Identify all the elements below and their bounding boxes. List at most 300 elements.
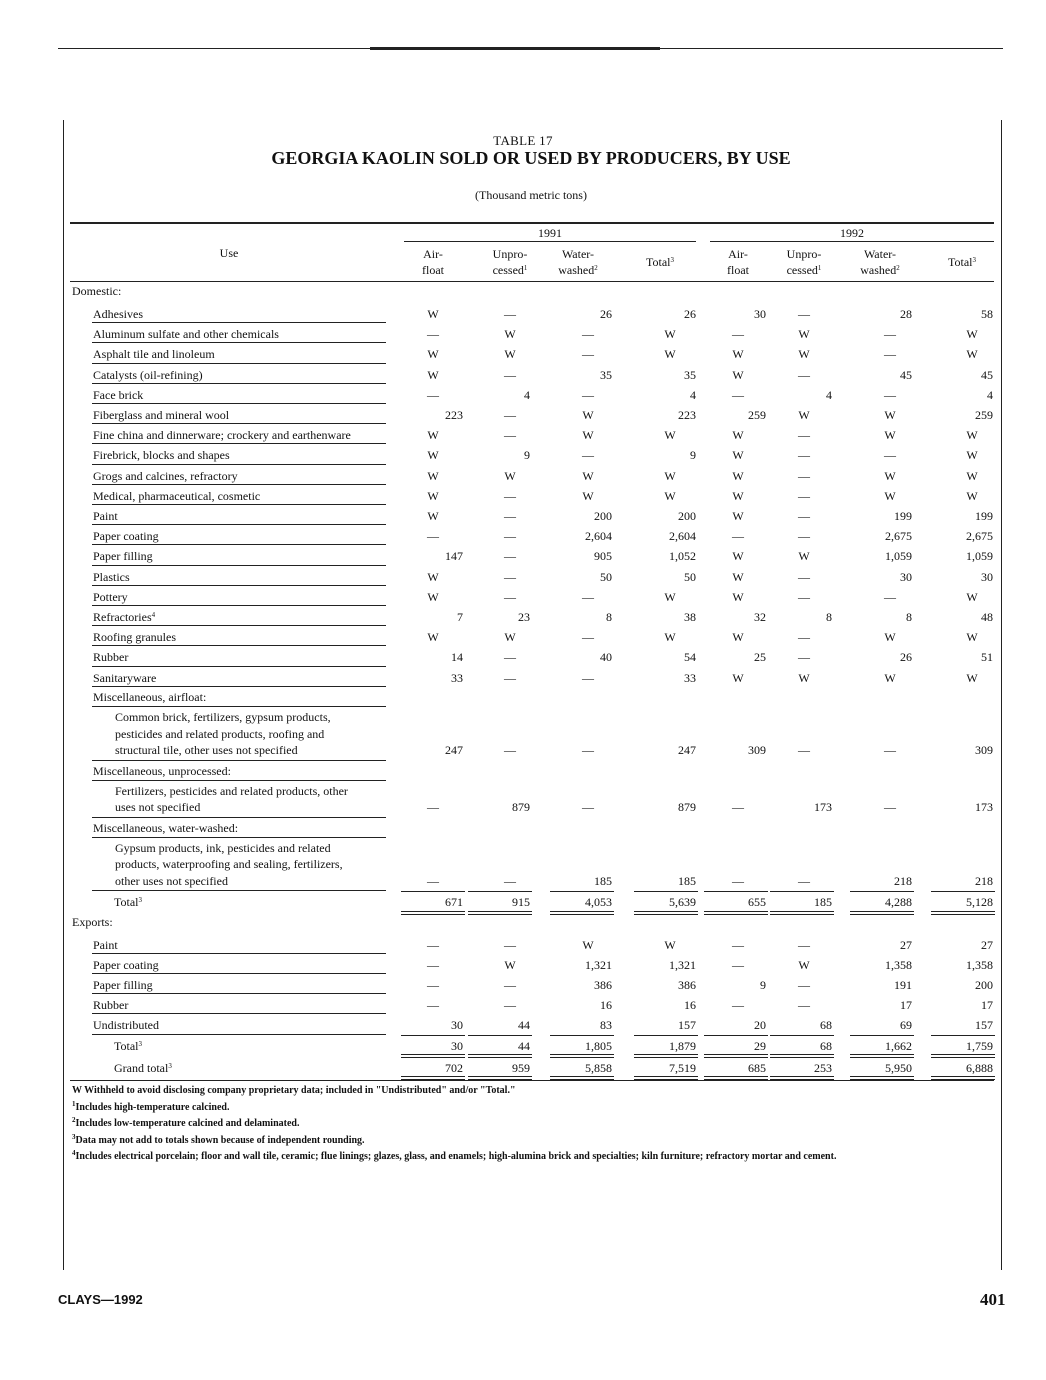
row-label-line: Common brick, fertilizers, gypsum products, [115,710,331,724]
data-cell: — [732,998,744,1013]
data-cell: 32 [754,610,766,624]
year-1992-label: 1992 [840,226,864,240]
data-cell: 4,288 [885,895,912,910]
total-rule [550,1035,614,1036]
header-top-rule [70,222,994,224]
data-cell: — [504,743,516,757]
data-cell: — [798,743,810,757]
data-cell: 30 [754,307,766,321]
row-rule [92,484,386,485]
data-cell: 2,675 [966,529,993,544]
row-label [93,671,156,685]
data-cell: — [884,327,896,342]
row-label-text: Paper coating [93,957,159,972]
data-cell: W [664,937,676,952]
row-label-text: Total [114,895,139,910]
row-label-text: Sanitaryware [93,670,157,685]
data-cell: W [427,569,439,584]
row-rule [92,423,386,424]
row-label-line: pesticides and related products, roofing and [115,726,325,741]
page-number: 401 [980,1290,1006,1309]
data-cell: 5,128 [966,895,993,910]
row-label [93,347,215,361]
row-label [93,590,128,604]
data-cell: 44 [518,1018,530,1033]
data-cell: 51 [981,650,993,665]
data-cell: 5,639 [669,895,696,910]
row-label-text: Pottery [93,589,128,604]
data-cell: 173 [975,800,993,815]
data-cell: 157 [975,1018,993,1033]
total-double-rule [634,1054,698,1055]
footnote-mark: 3 [670,256,674,264]
table-units: (Thousand metric tons) [475,188,587,202]
data-cell: W [966,327,978,342]
data-cell: W [798,670,810,685]
row-label [93,998,128,1012]
data-cell: — [798,978,810,992]
row-label-text: Adhesives [93,307,143,321]
data-cell: — [798,589,810,604]
data-cell: — [732,937,744,952]
data-cell: W [427,367,439,382]
header-bottom-rule [70,281,994,282]
row-label-text: Aluminum sulfate and other chemicals [93,327,279,342]
row-rule [92,686,386,687]
column-header-line [922,254,1002,270]
column-header-line: Water- [561,247,595,261]
data-cell: W [582,468,594,483]
data-cell: — [427,937,439,952]
data-cell: 959 [512,1060,530,1075]
data-cell: 5,858 [585,1060,612,1075]
data-cell: 8 [826,610,832,624]
total-double-rule [634,1076,698,1077]
row-label-text: Paint [93,937,118,952]
data-cell: 26 [600,307,612,321]
data-cell: 23 [518,610,530,624]
data-cell: 2,675 [885,529,912,544]
row-label [93,650,128,664]
data-cell: — [798,630,810,645]
data-cell: W [582,428,594,443]
footnote-mark: 2 [72,1116,76,1124]
data-cell: — [504,998,516,1013]
data-cell: 27 [900,937,912,952]
row-label-text: Undistributed [93,1018,159,1033]
data-cell: — [798,448,810,463]
row-rule [92,464,386,465]
footnote-mark: 3 [138,896,142,905]
data-cell: W [582,937,594,952]
total-rule [704,1057,768,1058]
data-cell: 69 [900,1018,912,1033]
data-cell: W [732,509,744,523]
data-cell: W [664,327,676,342]
data-cell: W [732,347,744,362]
data-cell: 4 [524,387,530,402]
data-cell: 191 [894,978,912,992]
row-rule [92,585,386,586]
row-label-text: Grand total [114,1060,169,1075]
data-cell: 1,321 [585,957,612,972]
data-cell: — [427,387,439,402]
footnote-mark: 4 [72,1149,76,1157]
total-double-rule [704,1076,768,1077]
row-rule [92,666,386,667]
data-cell: — [582,448,594,463]
data-cell: 68 [820,1018,832,1033]
column-header-text: float [422,263,444,277]
data-cell: 671 [445,895,463,910]
data-cell: W [798,347,810,362]
data-cell: W [732,448,744,463]
data-cell: 8 [606,610,612,624]
data-cell: 1,805 [585,1038,612,1053]
column-header-line [764,262,844,278]
footnote-mark: 2 [594,264,598,272]
data-cell: — [582,630,594,645]
data-cell: 185 [594,873,612,888]
table-bottom-rule [70,1080,994,1081]
row-label-text: Rubber [93,650,129,665]
data-cell: 7 [457,610,463,624]
row-rule [92,565,386,566]
footnote-mark: 1 [817,264,822,272]
data-cell: — [732,529,744,544]
data-cell: — [504,549,516,564]
top-rule-accent [370,47,660,50]
data-cell: 253 [814,1060,832,1075]
data-cell: W [427,468,439,483]
total-double-rule [850,914,914,915]
group-label: Miscellaneous, water-washed: [93,820,239,835]
total-double-rule [704,911,768,912]
data-cell: 14 [451,650,463,665]
frame-left-rule [63,120,64,1270]
data-cell: W [504,347,516,362]
row-label-text: Paper coating [93,529,159,544]
data-cell: — [884,387,896,402]
row-label-text: Paper filling [93,978,153,992]
column-header-line [620,254,700,270]
data-cell: — [884,347,896,362]
footnote [72,1150,836,1163]
data-cell: — [582,347,594,362]
row-label [93,448,230,462]
data-cell: — [504,569,516,584]
row-label [93,938,118,952]
footnote-mark: 3 [168,1061,172,1070]
row-label-line: other uses not specified [115,873,228,888]
data-cell: 1,321 [669,957,696,972]
data-cell: 8 [906,610,912,624]
data-cell: — [504,670,516,685]
data-cell: — [504,589,516,604]
data-cell: W [798,957,810,972]
data-cell: 4 [826,387,832,402]
group-label: Miscellaneous, unprocessed: [93,763,231,778]
data-cell: W [427,428,439,443]
column-header [620,254,700,270]
data-cell: 157 [678,1018,696,1033]
data-cell: — [798,367,810,382]
data-cell: W [798,549,810,564]
total-rule [550,1057,614,1058]
row-label [93,630,176,644]
data-cell: — [732,800,744,815]
data-cell: 1,662 [885,1038,912,1053]
total-double-rule [931,1054,995,1055]
data-cell: — [427,998,439,1013]
data-cell: W [582,408,594,422]
data-cell: W [966,630,978,645]
data-cell: 702 [445,1060,463,1075]
total-rule [770,1035,834,1036]
data-cell: 685 [748,1060,766,1075]
data-cell: — [582,743,594,757]
data-cell: W [732,589,744,604]
column-header-text: Total [948,255,973,269]
data-cell: 879 [512,800,530,815]
data-cell: — [504,488,516,503]
row-label [93,388,143,402]
data-cell: 247 [678,743,696,757]
data-cell: — [884,589,896,604]
row-label [93,307,143,321]
total-double-rule [850,1076,914,1077]
data-cell: — [884,448,896,463]
total-double-rule [401,1076,465,1077]
data-cell: W [427,630,439,645]
total-double-rule [468,914,532,915]
total-label [114,1039,142,1053]
data-cell: 17 [900,998,912,1013]
data-cell: W [427,488,439,503]
row-rule [92,544,386,545]
data-cell: — [504,307,516,321]
data-cell: W [732,630,744,645]
data-cell: W [966,468,978,483]
data-cell: W [966,670,978,685]
data-cell: W [732,367,744,382]
column-header-text: washed [558,263,595,277]
data-cell: — [884,743,896,757]
data-cell: 1,052 [669,549,696,564]
row-rule [92,973,386,974]
data-cell: — [582,387,594,402]
data-cell: — [732,387,744,402]
data-cell: W [732,488,744,503]
running-footer: CLAYS—1992 [58,1292,143,1307]
total-double-rule [770,1054,834,1055]
data-cell: W [966,448,978,463]
data-cell: 25 [754,650,766,665]
data-cell: 247 [445,743,463,757]
data-cell: W [966,589,978,604]
row-label-text: Roofing granules [93,630,176,645]
use-column-header: Use [219,246,239,260]
data-cell: 28 [900,307,912,321]
row-label-text: Grogs and calcines, refractory [93,468,238,483]
data-cell: W [664,488,676,503]
data-cell: 30 [900,569,912,584]
column-header [538,246,618,278]
data-cell: 45 [900,367,912,382]
row-label [93,469,238,483]
data-cell: 223 [678,408,696,422]
row-rule [92,625,386,626]
row-label [93,610,155,624]
data-cell: W [504,327,516,342]
row-rule [92,363,386,364]
data-cell: 4 [690,387,696,402]
data-cell: — [504,367,516,382]
row-label-text: Rubber [93,998,129,1013]
data-cell: 218 [894,873,912,888]
row-label [93,978,153,992]
data-cell: W [884,670,896,685]
footnote-text: W Withheld to avoid disclosing company proprietary data; included in "Undistributed" and/or "Total." [72,1085,516,1096]
data-cell: W [504,957,516,972]
total-rule [850,1035,914,1036]
data-cell: — [427,800,439,815]
footnote-mark: 4 [151,611,156,619]
data-cell: — [798,937,810,952]
data-cell: 35 [600,367,612,382]
data-cell: 879 [678,800,696,815]
row-rule [92,953,386,954]
data-cell: 54 [684,650,696,665]
total-double-rule [850,1054,914,1055]
data-cell: W [884,468,896,483]
footnote-text: Includes low-temperature calcined and delaminated. [75,1118,300,1129]
row-label-text: Face brick [93,387,144,402]
data-cell: — [504,428,516,443]
data-cell: 50 [684,569,696,584]
data-cell: W [664,428,676,443]
row-rule [92,1034,386,1035]
column-header-line [840,262,920,278]
table-title: GEORGIA KAOLIN SOLD OR USED BY PRODUCERS, BY USE [271,148,791,168]
data-cell: 27 [981,937,993,952]
total-double-rule [550,1054,614,1055]
column-header-line [393,262,473,278]
data-cell: W [732,670,744,685]
data-cell: 30 [451,1018,463,1033]
data-cell: 20 [754,1018,766,1033]
data-cell: 9 [760,978,766,992]
row-rule [92,383,386,384]
column-header [764,246,844,278]
total-double-rule [468,1076,532,1077]
column-header-line: Unpro- [492,247,528,261]
data-cell: 9 [524,448,530,463]
row-label-text: Paper filling [93,549,153,564]
total-double-rule [704,914,768,915]
row-label [93,1018,159,1032]
data-cell: 1,759 [966,1038,993,1053]
total-double-rule [931,1076,995,1077]
row-rule [92,890,386,891]
data-cell: 16 [600,998,612,1013]
data-cell: 1,358 [885,957,912,972]
row-label [93,368,203,382]
row-rule [92,760,386,761]
total-double-rule [550,911,614,912]
total-rule [468,891,532,892]
row-label [93,529,159,543]
data-cell: 83 [600,1018,612,1033]
footnote-text: Includes electrical porcelain; floor and wall tile, ceramic; flue linings; glazes, glass, and enamels; high-alumina brick and specialties; kiln furniture; refractory mortar and cement. [75,1151,837,1162]
total-double-rule [401,1054,465,1055]
total-double-rule [850,911,914,912]
data-cell: — [798,509,810,523]
data-cell: 35 [684,367,696,382]
data-cell: W [582,488,594,503]
data-cell: 30 [981,569,993,584]
data-cell: 38 [684,610,696,624]
data-cell: 199 [894,509,912,523]
data-cell: — [798,998,810,1013]
total-double-rule [550,914,614,915]
row-rule [92,443,386,444]
total-rule [931,1057,995,1058]
row-rule [92,504,386,505]
data-cell: 29 [754,1038,766,1053]
data-cell: 915 [512,895,530,910]
total-rule [468,1035,532,1036]
data-cell: W [884,630,896,645]
row-label-text: Fiberglass and mineral wool [93,408,230,422]
total-double-rule [468,911,532,912]
total-rule [401,1035,465,1036]
row-label-line: Fertilizers, pesticides and related products, other [115,783,348,798]
data-cell: — [582,327,594,342]
total-rule [550,891,614,892]
data-cell: W [427,307,439,321]
data-cell: — [504,937,516,952]
row-label-line: structural tile, other uses not specified [115,743,298,757]
data-cell: W [732,549,744,564]
data-cell: 26 [900,650,912,665]
row-rule [92,342,386,343]
data-cell: W [966,347,978,362]
data-cell: — [427,529,439,544]
data-cell: 26 [684,307,696,321]
year-1991-label: 1991 [538,226,562,240]
data-cell: 218 [975,873,993,888]
row-label-text: Refractories [93,610,152,624]
data-cell: 7,519 [669,1060,696,1075]
column-header [393,246,473,278]
data-cell: 173 [814,800,832,815]
data-cell: 50 [600,569,612,584]
data-cell: W [427,509,439,523]
data-cell: 309 [975,743,993,757]
row-label [93,509,118,523]
data-cell: — [504,408,516,422]
footnote [72,1134,365,1147]
data-cell: W [732,468,744,483]
data-cell: — [427,957,439,972]
data-cell: 223 [445,408,463,422]
total-rule [401,891,465,892]
data-cell: W [427,448,439,463]
footnote [72,1101,229,1114]
data-cell: W [664,347,676,362]
row-rule [92,1013,386,1014]
